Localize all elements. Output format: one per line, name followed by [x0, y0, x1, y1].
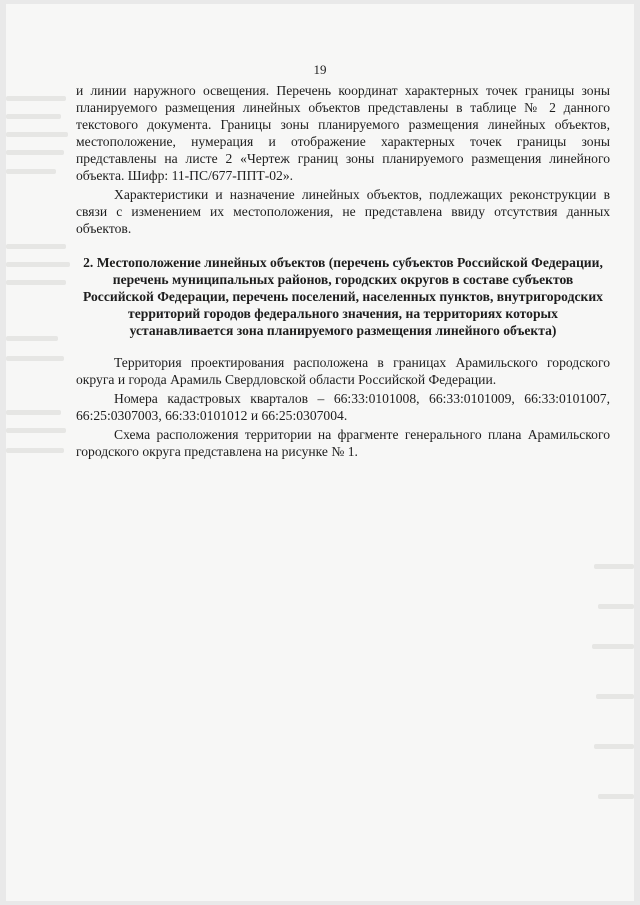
bleed-through-line: [598, 794, 634, 799]
document-page: [6, 4, 634, 901]
paragraph: Территория проектирования расположена в границах Арамильского городского округа и города Арамиль Свердловской области Российской Федерации.: [76, 355, 610, 387]
bleed-through-line: [6, 356, 64, 361]
bleed-through-line: [592, 644, 634, 649]
bleed-through-line: [6, 410, 61, 415]
bleed-through-line: [6, 448, 64, 453]
bleed-through-line: [6, 244, 66, 249]
paragraph: Схема расположения территории на фрагменте генерального плана Арамильского городского округа представлена на рисунке № 1.: [76, 427, 610, 459]
paragraph: Характеристики и назначение линейных объектов, подлежащих реконструкции в связи с изменением их местоположения, не представлена ввиду отсутствия данных объектов.: [76, 187, 610, 236]
bleed-through-line: [6, 114, 61, 119]
paragraph: Номера кадастровых кварталов – 66:33:0101008, 66:33:0101009, 66:33:0101007, 66:25:0307003, 66:33:0101012 и 66:25:0307004.: [76, 391, 610, 423]
page-number: 19: [313, 62, 327, 77]
bleed-through-line: [6, 262, 70, 267]
bleed-through-line: [596, 694, 634, 699]
bleed-through-line: [6, 280, 66, 285]
paragraph: и линии наружного освещения. Перечень координат характерных точек границы зоны планируемого размещения линейных объектов представлены в таблице № 2 данного текстового документа. Границы зоны планируемого размещения линейных объектов, местоположение, нумерация и отображение характерных точек границы зоны представлены на листе 2 «Чертеж границ зоны планируемого размещения линейного объекта. Шифр: 11-ПС/677-ППТ-02».: [76, 83, 610, 183]
bleed-through-line: [598, 604, 634, 609]
document-body: [76, 82, 610, 460]
bleed-through-line: [594, 564, 634, 569]
bleed-through-line: [594, 744, 634, 749]
bleed-through-line: [6, 96, 66, 101]
bleed-through-line: [6, 336, 58, 341]
bleed-through-line: [6, 150, 64, 155]
bleed-through-line: [6, 428, 66, 433]
bleed-through-line: [6, 169, 56, 174]
bleed-through-line: [6, 132, 68, 137]
section-heading: 2. Местоположение линейных объектов (перечень субъектов Российской Федерации, перечень муниципальных районов, городских округов в составе субъектов Российской Федерации, перечень поселений, населенных пунктов, внутригородских территорий городов федерального значения, на территориях которых устанавливается зона планируемого размещения линейного объекта): [83, 255, 603, 338]
